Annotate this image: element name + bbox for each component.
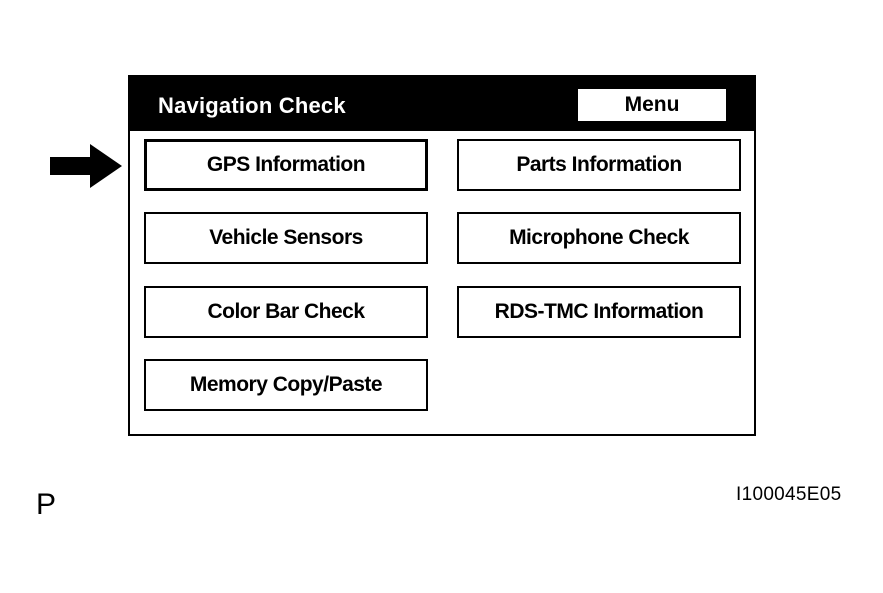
color-bar-check-button[interactable]: Color Bar Check <box>144 286 428 338</box>
title-bar <box>130 77 754 131</box>
navigation-check-screen <box>128 75 756 436</box>
memory-copy-paste-button[interactable]: Memory Copy/Paste <box>144 359 428 411</box>
screen-title: Navigation Check <box>158 93 346 118</box>
gps-information-button[interactable]: GPS Information <box>144 139 428 191</box>
figure-letter: P <box>36 488 57 521</box>
vehicle-sensors-button[interactable]: Vehicle Sensors <box>144 212 428 264</box>
rds-tmc-information-button[interactable]: RDS-TMC Information <box>457 286 741 338</box>
figure-code: I100045E05 <box>736 484 842 505</box>
menu-button[interactable]: Menu <box>578 89 726 121</box>
arrow-right-icon <box>50 144 122 188</box>
microphone-check-button[interactable]: Microphone Check <box>457 212 741 264</box>
parts-information-button[interactable]: Parts Information <box>457 139 741 191</box>
